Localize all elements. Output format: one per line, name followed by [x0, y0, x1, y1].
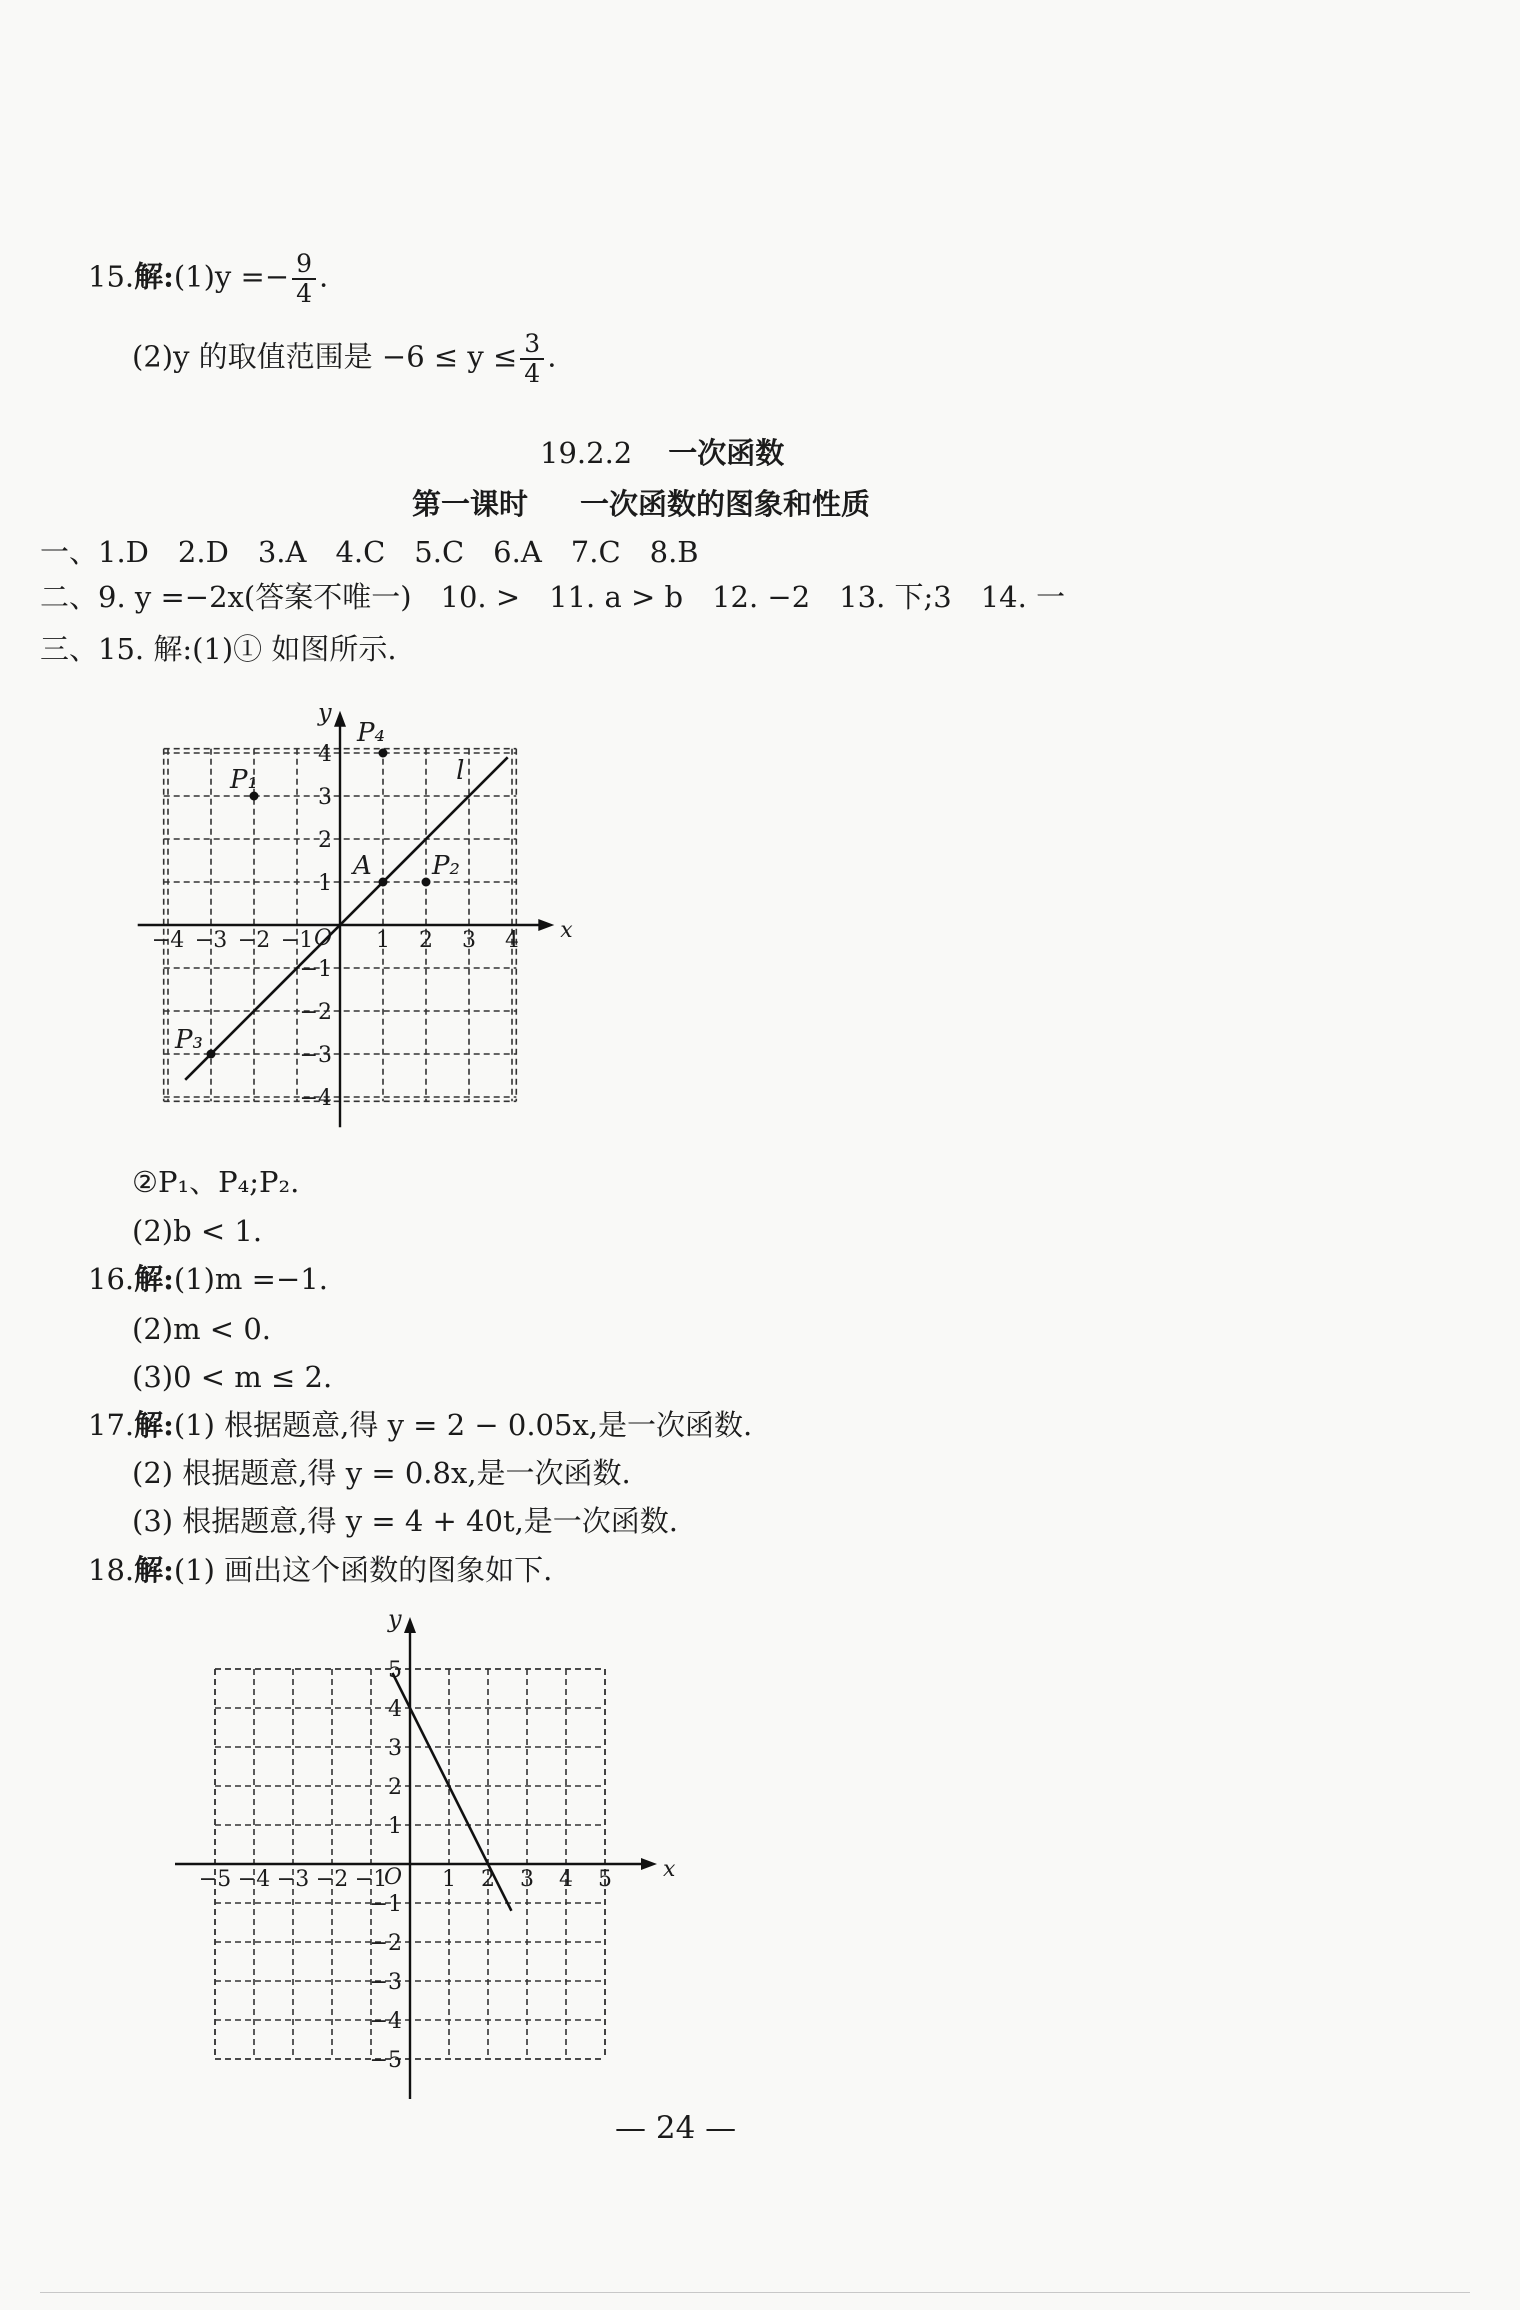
- x-tick-label: 5: [598, 1867, 612, 1892]
- fraction-denominator: 4: [296, 278, 313, 308]
- y-tick-label: 2: [388, 1775, 402, 1800]
- y-tick-label: −1: [299, 957, 332, 982]
- part-three-q15-intro: 三、15. 解:(1)① 如图所示.: [40, 632, 397, 666]
- part-two-answers: 二、9. y =−2x(答案不唯一) 10. > 11. a > b 12. −2 13. 下;3 14. 一: [40, 580, 1066, 614]
- q17-part2: (2) 根据题意,得 y = 0.8x,是一次函数.: [132, 1456, 631, 1490]
- page-number: — 24 —: [615, 2110, 737, 2146]
- p15-prev-line2: [132, 330, 556, 387]
- x-tick-label: 3: [520, 1867, 534, 1892]
- q16-part2: (2)m < 0.: [132, 1312, 271, 1346]
- p15-prev-label: 15.: [88, 259, 135, 294]
- q17-part3: (3) 根据题意,得 y = 4 + 40t,是一次函数.: [132, 1504, 679, 1538]
- x-tick-label: 4: [505, 928, 519, 953]
- q17-lead: 解:: [134, 1408, 174, 1442]
- origin-label: O: [383, 1865, 402, 1890]
- q18-line1: [88, 1553, 552, 1588]
- y-tick-label: −1: [369, 1892, 402, 1917]
- line-label-l: l: [456, 755, 465, 786]
- q15-part2-answer: (2)b < 1.: [132, 1214, 263, 1248]
- y-tick-label: 3: [388, 1736, 402, 1761]
- data-point: [422, 878, 431, 887]
- x-tick-label: −5: [198, 1867, 232, 1892]
- origin-label: O: [313, 926, 332, 951]
- y-tick-label: −4: [299, 1086, 332, 1111]
- x-tick-label: 2: [419, 928, 433, 953]
- section-heading: [540, 436, 784, 471]
- q16-part1: (1)m =−1.: [173, 1262, 328, 1296]
- y-axis-label: y: [388, 1605, 402, 1633]
- point-label: P₄: [357, 718, 385, 748]
- fraction-9-4: [292, 250, 316, 307]
- p15-prev-part1: (1)y =−: [173, 259, 290, 294]
- q18-lead: 解:: [134, 1553, 174, 1587]
- part-one-answers: 一、1.D 2.D 3.A 4.C 5.C 6.A 7.C 8.B: [40, 535, 699, 569]
- q17-line1: [88, 1408, 752, 1443]
- p15-prev-part2: (2)y 的取值范围是 −6 ≤ y ≤: [132, 339, 518, 374]
- q16-part3: (3)0 < m ≤ 2.: [132, 1360, 333, 1394]
- y-tick-label: 1: [318, 871, 332, 896]
- point-label: P₁: [230, 765, 258, 795]
- fraction-3-4: [520, 330, 544, 387]
- y-tick-label: −3: [369, 1970, 402, 1995]
- x-tick-label: −2: [315, 1867, 349, 1892]
- point-label: A: [353, 851, 372, 881]
- y-tick-label: 4: [388, 1697, 402, 1722]
- graph-1-coordinate-plane: [130, 700, 600, 1160]
- fraction-numerator: 3: [520, 330, 544, 360]
- q15-answer-2: ②P₁、P₄;P₂.: [132, 1165, 300, 1199]
- page-bottom-rule: [40, 2292, 1470, 2293]
- point-label: P₃: [175, 1025, 203, 1055]
- x-tick-label: −4: [151, 928, 185, 953]
- y-tick-label: 3: [318, 785, 332, 810]
- x-tick-label: 2: [481, 1867, 495, 1892]
- x-tick-label: −1: [354, 1867, 388, 1892]
- x-tick-label: −1: [280, 928, 314, 953]
- x-tick-label: −4: [237, 1867, 271, 1892]
- y-tick-label: 5: [388, 1658, 402, 1683]
- y-axis-label: y: [318, 698, 332, 727]
- data-point: [379, 749, 388, 758]
- y-tick-label: 2: [318, 828, 332, 853]
- x-tick-label: −3: [276, 1867, 310, 1892]
- x-tick-label: 3: [462, 928, 476, 953]
- x-axis-arrow: [641, 1858, 657, 1870]
- data-point: [379, 878, 388, 887]
- q17-label: 17.: [88, 1408, 135, 1442]
- y-axis-arrow: [334, 711, 346, 727]
- period: .: [547, 339, 557, 374]
- lesson-label: 第一课时: [412, 487, 529, 521]
- lesson-subtitle: 一次函数的图象和性质: [580, 487, 871, 521]
- x-tick-label: 1: [376, 928, 390, 953]
- fraction-numerator: 9: [292, 250, 316, 280]
- y-tick-label: −2: [299, 1000, 332, 1025]
- x-axis-label: x: [663, 1857, 676, 1882]
- y-axis-arrow: [404, 1617, 416, 1633]
- q18-part1: (1) 画出这个函数的图象如下.: [173, 1553, 553, 1587]
- graph-2-coordinate-plane: [140, 1605, 676, 2088]
- data-point: [207, 1050, 216, 1059]
- x-tick-label: 4: [559, 1867, 573, 1892]
- x-tick-label: −2: [237, 928, 271, 953]
- q16-lead: 解:: [134, 1262, 174, 1296]
- y-tick-label: −3: [299, 1043, 332, 1068]
- p15-prev-line1: [88, 250, 328, 307]
- y-tick-label: −4: [369, 2009, 402, 2034]
- q18-label: 18.: [88, 1553, 135, 1587]
- x-axis-arrow: [538, 919, 554, 931]
- function-line: [185, 757, 508, 1080]
- x-axis-label: x: [560, 918, 573, 943]
- y-tick-label: 1: [388, 1814, 402, 1839]
- section-number: 19.2.2: [540, 436, 633, 470]
- p15-prev-lead: 解:: [134, 259, 174, 294]
- x-tick-label: −3: [194, 928, 228, 953]
- x-tick-label: 1: [442, 1867, 456, 1892]
- y-tick-label: −5: [369, 2048, 402, 2073]
- y-tick-label: −2: [369, 1931, 402, 1956]
- fraction-denominator: 4: [524, 358, 541, 388]
- point-label: P₂: [432, 851, 460, 881]
- lesson-heading: [412, 487, 870, 522]
- q16-line1: [88, 1262, 328, 1297]
- y-tick-label: 4: [318, 742, 332, 767]
- q17-part1: (1) 根据题意,得 y = 2 − 0.05x,是一次函数.: [173, 1408, 753, 1442]
- period: .: [319, 259, 329, 294]
- q16-label: 16.: [88, 1262, 135, 1296]
- section-title: 一次函数: [668, 436, 785, 470]
